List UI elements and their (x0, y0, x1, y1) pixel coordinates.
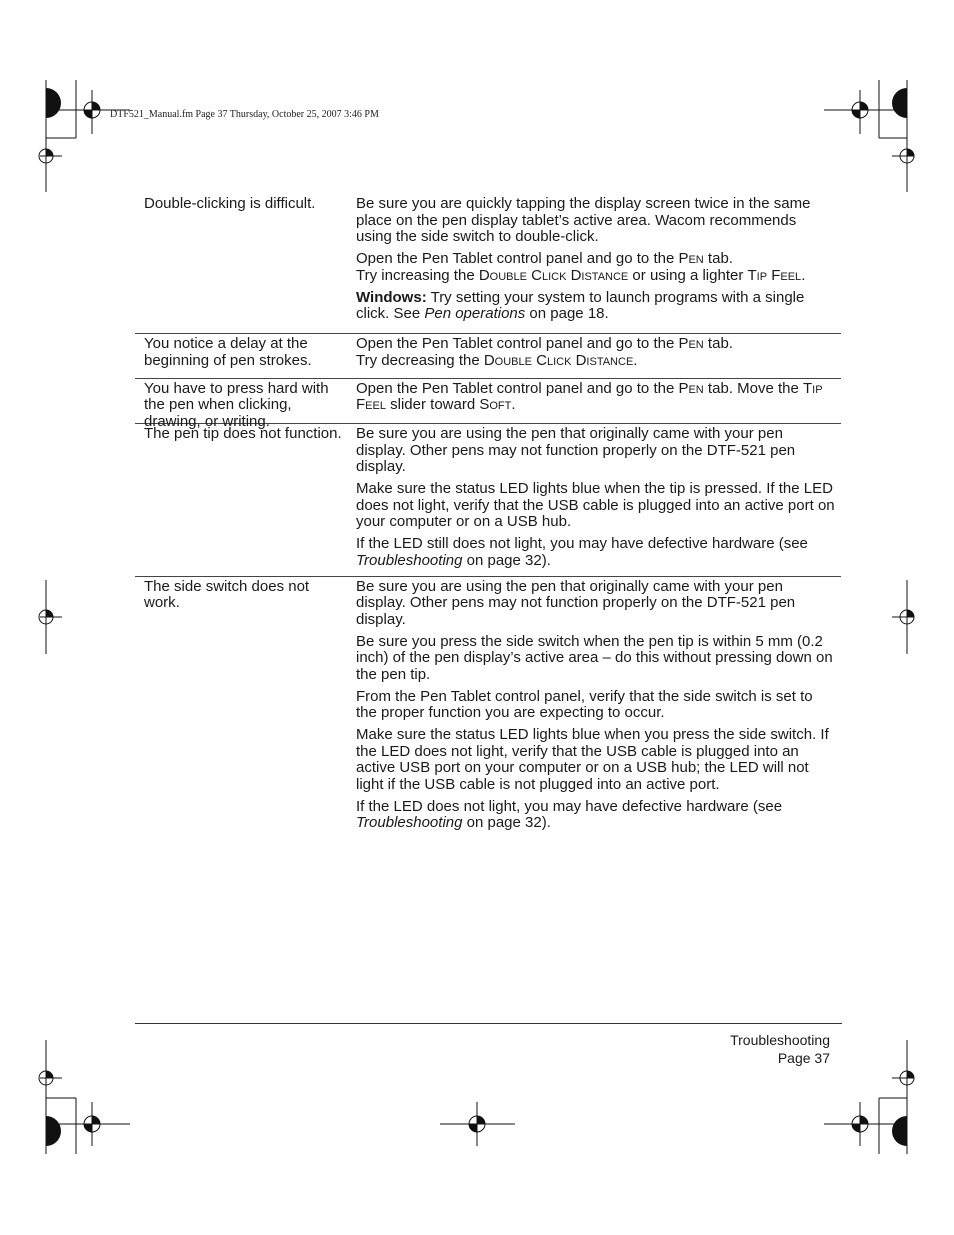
text-run: on page 32). (462, 814, 551, 831)
text-run: . (801, 266, 806, 284)
solution-paragraph (356, 799, 836, 832)
table-row (135, 577, 841, 832)
text-run: Open the Pen Tablet control panel and go to the (356, 335, 679, 352)
solution-paragraph (356, 290, 836, 323)
problem-cell: The pen tip does not function. (144, 425, 342, 442)
text-run: If the LED still does not light, you may have defective hardware (see (356, 535, 808, 552)
small-caps-term: Double Click Distance (478, 266, 629, 284)
cross-reference-link: Troubleshooting (356, 814, 463, 831)
solution-paragraph (356, 689, 836, 722)
problem-cell: You have to press hard with the pen when clicking, drawing, or writing. (144, 379, 329, 430)
text-run: on page 32). (462, 551, 551, 569)
footer-rule (135, 1023, 842, 1024)
text-run: Open the Pen Tablet control panel and go to the (356, 250, 679, 267)
text-run: on page 18. (525, 305, 609, 322)
page-footer (730, 1031, 830, 1067)
text-run: or using a lighter (628, 266, 748, 284)
problem-cell: You notice a delay at the beginning of pen strokes. (144, 335, 312, 369)
text-run: Open the Pen Tablet control panel and go to the (356, 379, 679, 397)
text-run: . (511, 396, 516, 413)
text-run: tab. (703, 250, 733, 267)
bold-label: Windows: (356, 288, 427, 306)
text-run: Be sure you press the side switch when the pen tip is within 5 mm (0.2 inch) of the pen display’s active area – do this without pressing down on the pen tip. (356, 632, 833, 683)
text-run: Make sure the status LED lights blue when you press the side switch. If the LED does not light, verify that the USB cable is plugged into an active USB port on your computer or on a USB hub; the LED will not light if the USB cable is not plugged into an active port. (356, 726, 829, 793)
text-run: tab. (703, 335, 733, 352)
solution-paragraph (356, 196, 836, 246)
text-run: Try decreasing the (356, 351, 484, 369)
solution-cell (356, 426, 836, 569)
text-run: tab. Move the (703, 379, 803, 397)
solution-cell (356, 381, 836, 414)
text-run: Try increasing the (356, 266, 479, 284)
solution-paragraph (356, 634, 836, 684)
solution-cell (356, 196, 836, 323)
solution-cell (356, 336, 836, 369)
text-run: From the Pen Tablet control panel, verify that the side switch is set to the proper function you are expecting to occur. (356, 687, 813, 721)
text-run: Be sure you are using the pen that originally came with your pen display. Other pens may not function properly on the DTF-521 pen display. (356, 425, 796, 475)
solution-paragraph (356, 426, 836, 476)
small-caps-term: Pen (678, 335, 704, 352)
small-caps-term: Pen (678, 250, 704, 267)
small-caps-term: Pen (678, 379, 704, 397)
small-caps-term: Double Click Distance (483, 351, 634, 369)
cross-reference-link: Pen operations (424, 305, 526, 322)
text-run: slider toward (385, 396, 480, 413)
solution-paragraph (356, 381, 836, 414)
text-run: Make sure the status LED lights blue when the tip is pressed. If the LED does not light, verify that the USB cable is plugged into an active port on your computer or on a USB hub. (356, 480, 835, 530)
problem-cell: Double-clicking is difficult. (144, 195, 316, 212)
text-run: . (633, 351, 638, 369)
cross-reference-link: Troubleshooting (356, 551, 463, 569)
table-row (135, 379, 841, 430)
solution-paragraph (356, 536, 836, 569)
table-row (135, 196, 841, 334)
print-header: DTF521_Manual.fm Page 37 Thursday, October 25, 2007 3:46 PM (110, 109, 379, 120)
troubleshooting-table (135, 196, 841, 837)
solution-cell (356, 579, 836, 832)
text-run: Try setting your system to launch programs with a single click. See (356, 288, 805, 322)
solution-paragraph (356, 336, 836, 369)
text-run: Be sure you are quickly tapping the display screen twice in the same place on the pen display tablet’s active area. Wacom recommends using the side switch to double-click. (356, 195, 811, 245)
footer-page-number: Page 37 (777, 1050, 830, 1066)
small-caps-term: Tip Feel (747, 266, 802, 284)
table-row (135, 424, 841, 577)
footer-section: Troubleshooting (730, 1032, 830, 1048)
solution-paragraph (356, 481, 836, 531)
solution-paragraph (356, 579, 836, 629)
solution-paragraph (356, 727, 836, 793)
text-run: Be sure you are using the pen that originally came with your pen display. Other pens may not function properly on the DTF-521 pen display. (356, 577, 796, 628)
solution-paragraph (356, 251, 836, 284)
table-row (135, 334, 841, 379)
small-caps-term: Tip Feel (356, 379, 823, 413)
problem-cell: The side switch does not work. (144, 577, 310, 611)
small-caps-term: Soft (479, 396, 512, 413)
text-run: If the LED does not light, you may have defective hardware (see (356, 797, 783, 815)
